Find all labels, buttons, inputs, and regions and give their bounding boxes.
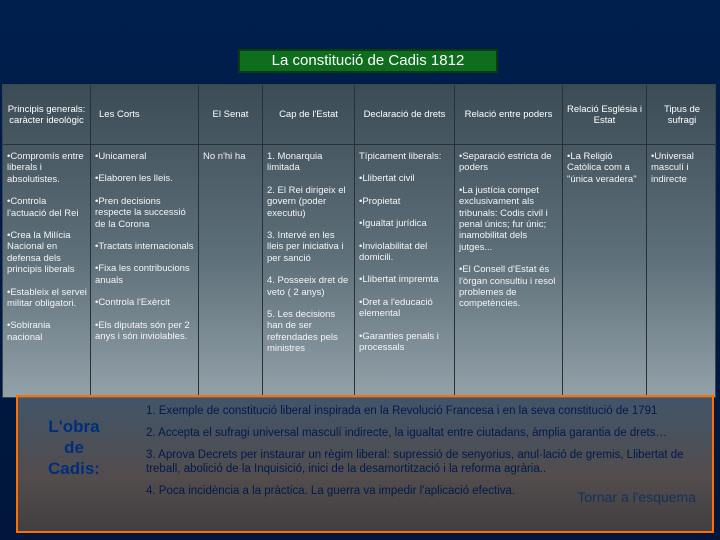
column-items bbox=[7, 151, 87, 354]
column-corts bbox=[91, 85, 199, 397]
column-items bbox=[359, 151, 451, 364]
column-item: •Fixa les contribucions anuals bbox=[95, 263, 190, 286]
column-powers bbox=[455, 85, 563, 397]
column-item: •Propietat bbox=[359, 195, 401, 207]
column-item: •Unicameral bbox=[95, 151, 147, 162]
column-item: 4. Posseeix dret de veto ( 2 anys) bbox=[267, 275, 349, 298]
column-rights bbox=[355, 85, 455, 397]
column-item: •Elaboren les lleis. bbox=[95, 173, 173, 185]
slide-title: La constitució de Cadis 1812 bbox=[238, 49, 498, 73]
column-item: •Inviolabilitat del domicili. bbox=[359, 240, 428, 264]
column-header: Principis generals: caràcter ideològic bbox=[3, 85, 90, 145]
column-item: •Universal masculí i indirecte bbox=[651, 151, 694, 185]
column-item: •Els diputats són per 2 anys i són inviolables. bbox=[95, 319, 190, 343]
column-items bbox=[203, 151, 259, 173]
back-to-outline-link[interactable]: Tornar a l'esquema bbox=[577, 489, 696, 505]
column-item: •Compromís entre liberals i absolutistes. bbox=[7, 151, 84, 185]
column-header: Tipus de sufragi bbox=[647, 85, 717, 145]
conclusion-label: L'obra de Cadis: bbox=[48, 417, 100, 478]
column-items bbox=[95, 151, 195, 353]
column-item: 1. Monarquia limitada bbox=[267, 151, 323, 174]
conclusion-point: 4. Poca incidència a la pràctica. La guerra va impedir l'aplicació efectiva. bbox=[146, 485, 516, 497]
column-item: •Crea la Milícia Nacional en defensa dels principis liberals bbox=[7, 230, 75, 276]
column-item: Típicament liberals: bbox=[359, 151, 442, 162]
conclusion-box bbox=[16, 395, 714, 533]
column-item: No n'hi ha bbox=[203, 151, 246, 162]
column-header: Declaració de drets bbox=[355, 85, 454, 145]
column-item: •Controla l'actuació del Rei bbox=[7, 196, 79, 219]
column-item: •La justícia compet exclusivament als tribunals: Codis civil i penal únics; fur únic; inamobilitat dels jutges... bbox=[459, 184, 548, 253]
column-item: 2. El Rei dirigeix el govern (poder executiu) bbox=[267, 184, 346, 219]
column-item: •Garanties penals i processals bbox=[359, 330, 439, 354]
column-item: •Separació estricta de poders bbox=[459, 151, 552, 174]
column-item: 5. Les decisions han de ser refrendades pels ministres bbox=[267, 309, 338, 355]
column-header: El Senat bbox=[199, 85, 262, 145]
column-item: •Estableix el servei militar obligatori. bbox=[7, 286, 87, 310]
column-item: •Tractats internacionals bbox=[95, 241, 194, 253]
column-item: •La Religió Catòlica com a "única veradera" bbox=[567, 151, 637, 185]
column-principles bbox=[3, 85, 91, 397]
column-header: Relació Església i Estat bbox=[563, 85, 646, 145]
conclusion-point: 1. Exemple de constitució liberal inspirada en la Revolució Francesa i en la seva constitució de 1791 bbox=[146, 405, 658, 417]
conclusion-point: 3. Aprova Decrets per instaurar un règim liberal: supressió de senyorius, anul·lació de gremis, Llibertat de treball, abolició de la Inquisició, inici de la desamortització i la reforma agrària.. bbox=[146, 449, 684, 475]
column-items bbox=[567, 151, 643, 196]
column-item: •Controla l'Exèrcit bbox=[95, 297, 170, 309]
column-header: Cap de l'Estat bbox=[263, 85, 354, 145]
column-item: •El Consell d'Estat és l'òrgan consultiu i resol problemes de competències. bbox=[459, 264, 556, 310]
column-suffrage bbox=[647, 85, 717, 397]
column-head-of-state bbox=[263, 85, 355, 397]
conclusion-point: 2. Accepta el sufragi universal masculí indirecte, la igualtat entre ciutadans, àmplia garantia de drets… bbox=[146, 427, 667, 439]
column-items bbox=[267, 151, 351, 366]
column-header: Les Corts bbox=[91, 85, 198, 145]
column-item: •Igualtat jurídica bbox=[359, 218, 427, 230]
column-item: •Sobirania nacional bbox=[7, 320, 51, 343]
column-item: 3. Intervé en les lleis per iniciativa i per sanció bbox=[267, 230, 344, 264]
column-item: •Llibertat civil bbox=[359, 173, 415, 185]
column-item: •Pren decisions respecte la successió de la Corona bbox=[95, 195, 186, 230]
column-item: •Llibertat impremta bbox=[359, 274, 439, 286]
column-church-state bbox=[563, 85, 647, 397]
constitution-table bbox=[2, 84, 716, 398]
column-item: •Dret a l'educació elemental bbox=[359, 296, 433, 320]
column-items bbox=[651, 151, 714, 196]
column-senat bbox=[199, 85, 263, 397]
column-header: Relació entre poders bbox=[455, 85, 562, 145]
column-items bbox=[459, 151, 559, 321]
